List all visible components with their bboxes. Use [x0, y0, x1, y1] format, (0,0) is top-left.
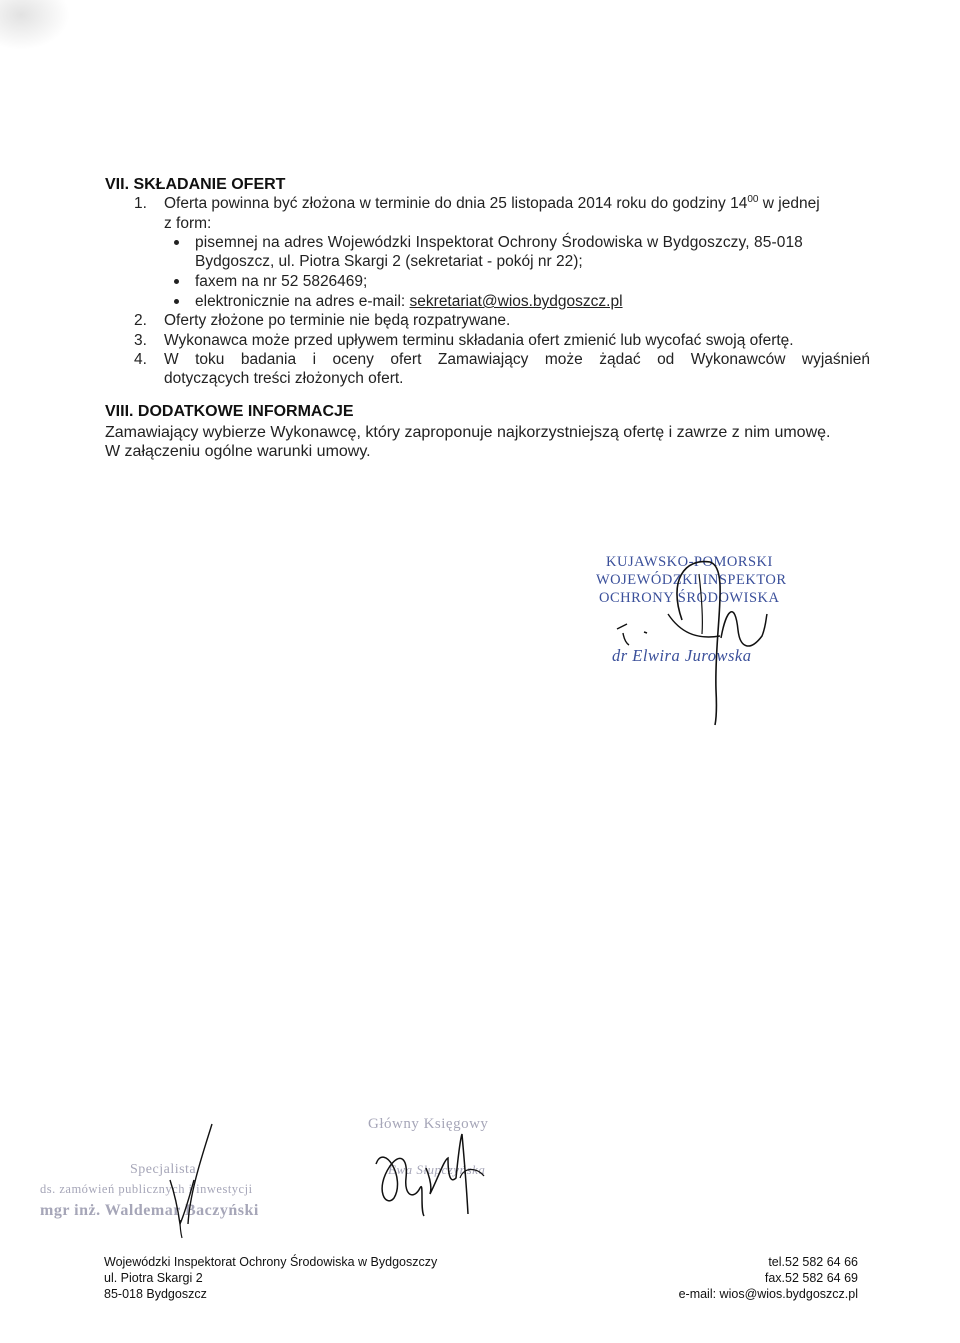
- footer-contact: [679, 1254, 858, 1302]
- footer-office-name: Wojewódzki Inspektorat Ochrony Środowiska w Bydgoszczy: [104, 1255, 438, 1269]
- item-1-superscript: 00: [747, 193, 759, 205]
- item-4-word: oceny: [332, 351, 374, 368]
- accountant-signature: [360, 1118, 520, 1218]
- bullet-2-line: faxem na nr 52 5826469;: [195, 273, 368, 290]
- item-4-word: Zamawiający: [437, 351, 529, 368]
- inspector-stamp-line-2: WOJEWÓDZKI INSPEKTOR: [596, 572, 787, 588]
- item-4-line-1: [164, 350, 870, 369]
- item-4-word: i: [312, 351, 317, 368]
- bullet-dot: [174, 279, 179, 284]
- footer-address: [104, 1254, 437, 1302]
- bullet-3-prefix: elektronicznie na adres e-mail:: [195, 293, 410, 310]
- specialist-signature: [160, 1120, 230, 1240]
- item-4-word: może: [544, 351, 583, 368]
- bullet-dot: [174, 240, 179, 245]
- item-4-number: 4.: [134, 351, 147, 368]
- specialist-stamp-line-2: ds. zamówień publicznych i inwestycji: [40, 1182, 253, 1196]
- item-4-word: od: [657, 351, 675, 368]
- specialist-stamp-name: mgr inż. Waldemar Baczyński: [40, 1202, 259, 1219]
- item-4-word: W: [164, 351, 179, 368]
- specialist-stamp-line-1: Specjalista: [130, 1162, 197, 1177]
- accountant-stamp-title: Główny Księgowy: [368, 1116, 489, 1132]
- footer-street: ul. Piotra Skargi 2: [104, 1271, 203, 1285]
- accountant-stamp-name: Ewa Słupczyńska: [388, 1162, 486, 1177]
- inspector-stamp-line-3: OCHRONY ŚRODOWISKA: [599, 590, 780, 606]
- item-4-word: ofert: [390, 351, 422, 368]
- email-link[interactable]: sekretariat@wios.bydgoszcz.pl: [409, 293, 623, 310]
- item-4-line-2: dotyczących treści złożonych ofert.: [164, 370, 404, 387]
- footer-email[interactable]: e-mail: wios@wios.bydgoszcz.pl: [678, 1287, 858, 1301]
- section-7-title: VII. SKŁADANIE OFERT: [105, 176, 286, 193]
- item-4-word: Wykonawców: [690, 351, 786, 368]
- item-4-word: badania: [240, 351, 297, 368]
- item-1-text-b: w jednej: [758, 195, 820, 212]
- section-8-line-1: Zamawiający wybierze Wykonawcę, który zaproponuje najkorzystniejszą ofertę i zawrze z nim umowę.: [105, 424, 831, 441]
- bullet-1-line-1: pisemnej na adres Wojewódzki Inspektorat Ochrony Środowiska w Bydgoszczy, 85-018: [195, 234, 803, 251]
- item-3-text: Wykonawca może przed upływem terminu składania ofert zmienić lub wycofać swoją ofertę.: [164, 332, 794, 349]
- bullet-1-line-2: Bydgoszcz, ul. Piotra Skargi 2 (sekretariat - pokój nr 22);: [195, 253, 583, 270]
- footer-city: 85-018 Bydgoszcz: [104, 1287, 207, 1301]
- inspector-stamp-name: dr Elwira Jurowska: [612, 646, 752, 665]
- footer-phone: tel.52 582 64 66: [768, 1255, 858, 1269]
- item-3-number: 3.: [134, 332, 147, 349]
- bullet-3-line: [195, 292, 623, 311]
- item-1-line-1: [164, 194, 820, 213]
- item-1-number: 1.: [134, 195, 147, 212]
- bullet-dot: [174, 299, 179, 304]
- item-1-text-a: Oferta powinna być złożona w terminie do dnia 25 listopada 2014 roku do godziny 14: [164, 195, 748, 212]
- inspector-signature: [590, 540, 810, 730]
- scan-shadow: [0, 0, 70, 50]
- item-1-line-2: z form:: [164, 215, 212, 232]
- section-8-title: VIII. DODATKOWE INFORMACJE: [105, 403, 354, 420]
- item-4-word: żądać: [599, 351, 641, 368]
- footer-fax: fax.52 582 64 69: [764, 1271, 858, 1285]
- item-2-text: Oferty złożone po terminie nie będą rozpatrywane.: [164, 312, 511, 329]
- inspector-stamp-line-1: KUJAWSKO-POMORSKI: [606, 554, 773, 570]
- item-2-number: 2.: [134, 312, 147, 329]
- item-4-word: toku: [195, 351, 225, 368]
- section-8-line-2: W załączeniu ogólne warunki umowy.: [105, 443, 371, 460]
- item-4-word: wyjaśnień: [801, 351, 870, 368]
